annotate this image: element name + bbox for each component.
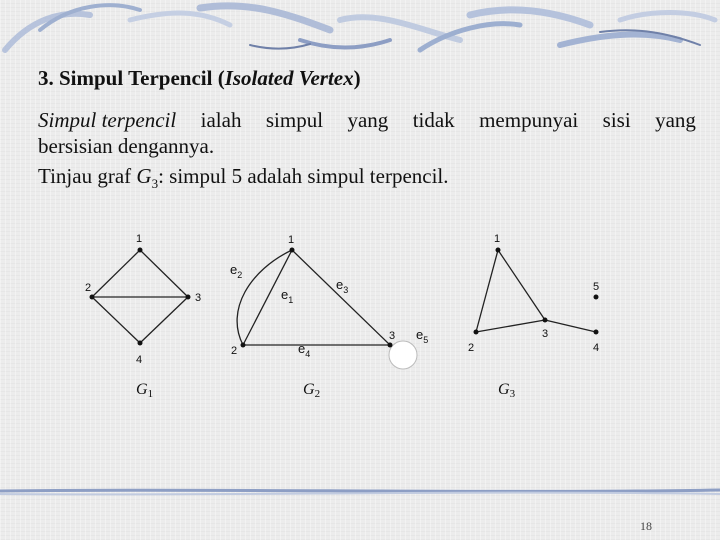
g3-vertex-3: 3 — [542, 328, 549, 340]
g2-edge-e3: $e_3$ — [336, 277, 349, 295]
example-sentence: Tinjau graf $G_3$: simpul 5 adalah simpul terpencil. — [38, 164, 449, 192]
g3-vertex-4: 4 — [593, 342, 600, 354]
g2-edge-e1: $e_1$ — [281, 287, 294, 305]
g1-vertex-2: 2 — [85, 282, 92, 294]
term-isolated-vertex: Simpul terpencil — [38, 108, 177, 132]
graph-figures — [0, 225, 720, 405]
g2-vertex-3: 3 — [389, 330, 396, 342]
section-title: 3. Simpul Terpencil (Isolated Vertex) — [38, 66, 361, 90]
definition-line-2: bersisian dengannya. — [38, 134, 215, 158]
graph-g3 — [468, 233, 599, 400]
g2-edge-e5: $e_5$ — [416, 327, 429, 345]
g3-label: G3 — [498, 381, 516, 400]
g3-vertex-2: 2 — [468, 342, 475, 354]
g2-vertex-1: 1 — [288, 234, 295, 246]
g1-vertex-3: 3 — [195, 292, 202, 304]
g3-vertex-5: 5 — [593, 281, 600, 293]
g3-vertex-1: 1 — [494, 233, 501, 245]
g1-vertex-1: 1 — [136, 233, 143, 245]
graph-g1 — [85, 233, 201, 400]
page-number: 18 — [640, 519, 652, 533]
definition-paragraph: Simpul terpencil ialah simpul yang tidak mempunyai sisi yang — [38, 108, 696, 132]
top-swoosh-decoration — [0, 0, 720, 70]
g1-vertex-4: 4 — [136, 354, 143, 366]
g1-label: G1 — [136, 381, 154, 400]
g2-vertex-2: 2 — [231, 345, 238, 357]
g2-edge-e2: $e_2$ — [230, 262, 243, 280]
graph-g2 — [230, 234, 428, 400]
g2-label: G2 — [303, 381, 321, 400]
g2-edge-e4: $e_4$ — [298, 341, 311, 359]
bottom-divider-decoration — [0, 486, 720, 498]
